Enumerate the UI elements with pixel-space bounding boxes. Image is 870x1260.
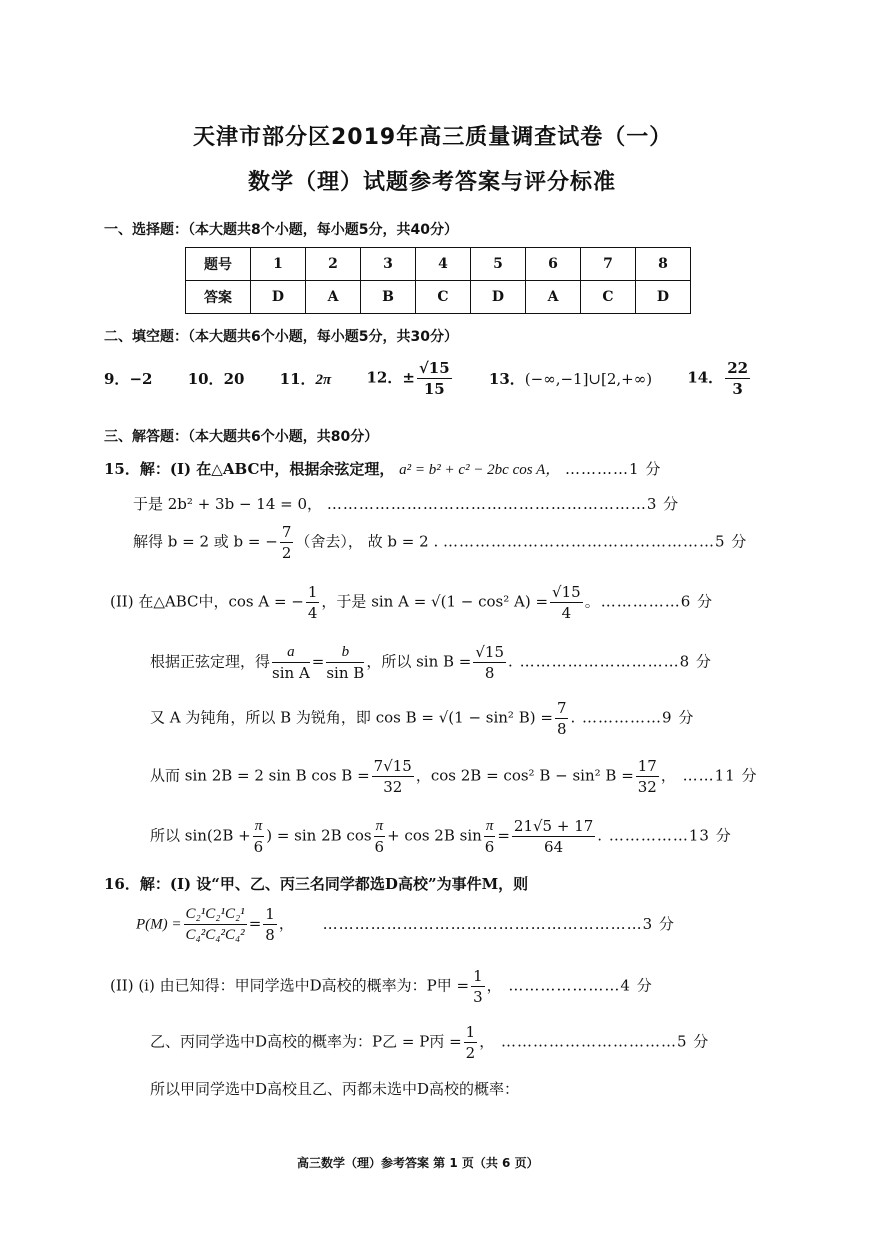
fraction: $\frac{22}{3}$: [727, 359, 749, 398]
fraction: $\frac{\pi}{6}$: [253, 818, 264, 856]
q16-line-2: P(M) = $\frac{\text{C₂¹C₂¹C₂¹}}{\text{C₄²C₄²C₄²}}$ = $\frac{1}{8}$ ， ……………………………………………………3 分: [136, 905, 675, 944]
fraction: $\frac{√15}{8}$: [475, 643, 505, 682]
table-cell: 5: [471, 248, 526, 281]
table-cell: D: [251, 281, 306, 314]
table-header-cell: 题号: [186, 248, 251, 281]
page-footer: 高三数学（理）参考答案 第 1 页（共 6 页）: [297, 1156, 539, 1170]
fraction: $\frac{1}{2}$: [465, 1023, 476, 1062]
q16-line-4: 乙、丙同学选中D高校的概率为：P乙 = P丙 = $\frac{1}{2}$ ， ……………………………5 分: [150, 1023, 710, 1062]
table-cell: 1: [251, 248, 306, 281]
section-solve-heading: 三、解答题：（本大题共6个小题，共80分）: [104, 429, 379, 445]
q16-line-3: (II) (i) 由已知得：甲同学选中D高校的概率为：P甲 = $\frac{1}{3}$ ， …………………4 分: [110, 967, 653, 1006]
table-cell: 4: [416, 248, 471, 281]
fraction: $\frac{\pi}{6}$: [374, 818, 385, 856]
q15-line-5: 根据正弦定理，得 $\frac{a}{\text{sin A}}$ = $\frac{b}{\text{sin B}}$ ，所以 sin B = $\frac{√15}{8}$ . …………………………8 分: [150, 643, 712, 682]
fraction: $\frac{1}{4}$: [307, 583, 318, 622]
table-cell: 2: [306, 248, 361, 281]
fraction: $\frac{\pi}{6}$: [484, 818, 495, 856]
section-choice-heading: 一、选择题：（本大题共8个小题，每小题5分，共40分）: [104, 222, 458, 238]
fraction: $\frac{a}{\text{sin A}}$: [272, 644, 310, 682]
q15-line-3: 解得 b = 2 或 b = − $\frac{7}{2}$ （舍去）， 故 b = 2 . ……………………………………………5 分: [133, 523, 748, 562]
fraction: $\frac{7}{2}$: [281, 523, 292, 562]
table-row: [186, 281, 691, 314]
fill-item-11: 11．2π: [279, 370, 332, 388]
table-cell: B: [361, 281, 416, 314]
table-cell: 7: [581, 248, 636, 281]
q15-line-8: 所以 sin(2B + $\frac{\pi}{6}$ ) = sin 2B cos $\frac{\pi}{6}$ + cos 2B sin $\frac{\pi}{6}$ = $\frac{21√5 + 17}{64}$ . ……………13 分: [150, 817, 732, 856]
q15-line-1: 15．解：(I) 在△ABC中，根据余弦定理， a² = b² + c² − 2bc cos A， …………1 分: [104, 460, 662, 478]
fill-item-14: 14． $\frac{22}{3}$: [687, 359, 749, 398]
fill-item-10: 10．20: [187, 370, 245, 388]
answer-table: [185, 247, 691, 314]
fill-item-12: 12．± $\frac{√15}{15}$: [366, 359, 450, 398]
fill-item-9: 9．−2: [104, 370, 153, 388]
table-cell: 8: [636, 248, 691, 281]
fraction: $\frac{17}{32}$: [637, 757, 657, 796]
fraction: $\frac{b}{\text{sin B}}$: [326, 644, 365, 682]
fraction: $\frac{√15}{4}$: [552, 583, 581, 622]
q15-line-2: 于是 2b² + 3b − 14 = 0， ……………………………………………………3 分: [133, 495, 680, 513]
table-cell: 6: [526, 248, 581, 281]
fraction: $\frac{7√15}{32}$: [373, 757, 412, 796]
fraction: $\frac{21√5 + 17}{64}$: [513, 817, 594, 856]
table-cell: D: [636, 281, 691, 314]
fraction: $\frac{\text{C₂¹C₂¹C₂¹}}{\text{C₄²C₄²C₄²}}$: [185, 906, 245, 943]
q15-line-7: 从而 sin 2B = 2 sin B cos B = $\frac{7√15}{32}$ ，cos 2B = cos² B − sin² B = $\frac{17}{32}$ ， ……11 分: [150, 757, 758, 796]
fraction: $\frac{1}{3}$: [473, 967, 483, 1006]
table-row: [186, 248, 691, 281]
table-cell: A: [526, 281, 581, 314]
fill-answers-row: [104, 358, 752, 399]
q16-line-5: 所以甲同学选中D高校且乙、丙都未选中D高校的概率：: [150, 1080, 520, 1098]
q15-line-4: (II) 在△ABC中，cos A = − $\frac{1}{4}$ ，于是 sin A = √(1 − cos² A) = $\frac{√15}{4}$ 。……………6 分: [110, 583, 714, 622]
table-cell: 3: [361, 248, 416, 281]
fraction: $\frac{7}{8}$: [556, 699, 567, 738]
section-fill-heading: 二、填空题：（本大题共6个小题，每小题5分，共30分）: [104, 329, 458, 345]
table-cell: C: [581, 281, 636, 314]
fraction: $\frac{1}{8}$: [265, 905, 275, 944]
table-cell: D: [471, 281, 526, 314]
table-cell: A: [306, 281, 361, 314]
fill-item-13: 13．(−∞,−1]∪[2,+∞): [488, 370, 653, 388]
fraction: $\frac{√15}{15}$: [418, 359, 450, 398]
q16-line-1: 16．解：(I) 设“甲、乙、丙三名同学都选D高校”为事件M，则: [104, 875, 529, 893]
page-title: 天津市部分区2019年高三质量调查试卷（一）: [193, 125, 673, 150]
page-subtitle: 数学（理）试题参考答案与评分标准: [248, 170, 617, 195]
q15-line-6: 又 A 为钝角，所以 B 为锐角，即 cos B = √(1 − sin² B) = $\frac{7}{8}$ . ……………9 分: [150, 699, 695, 738]
table-cell: C: [416, 281, 471, 314]
table-header-cell: 答案: [186, 281, 251, 314]
